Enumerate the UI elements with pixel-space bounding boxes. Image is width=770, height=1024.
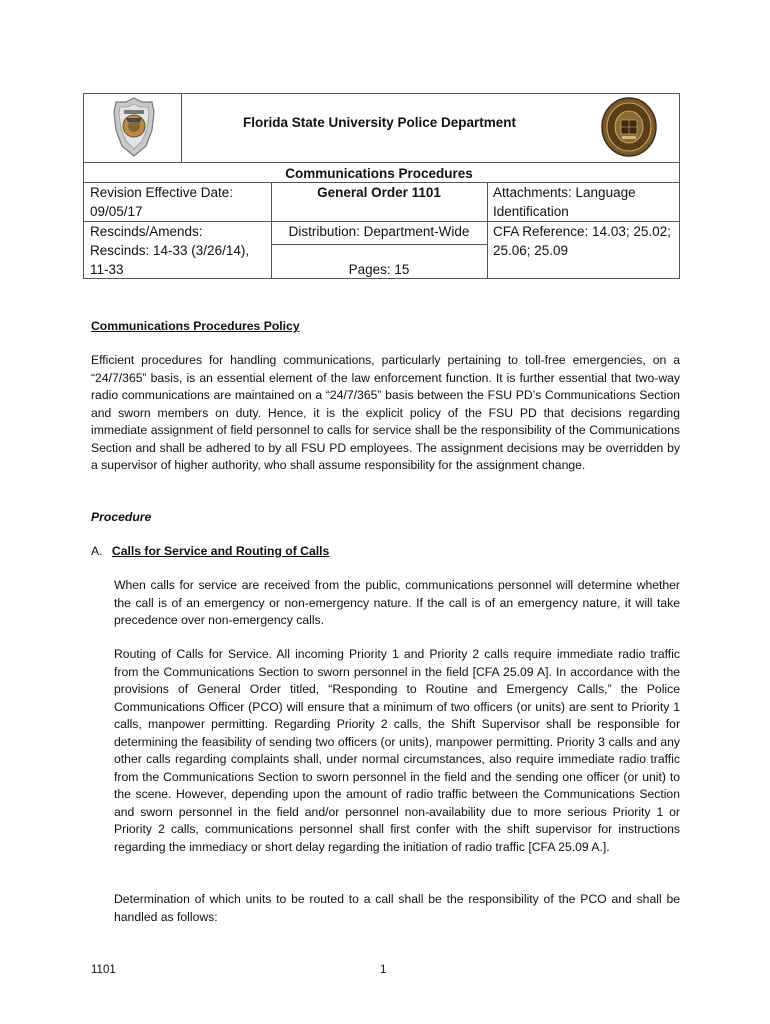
attachments-continued: Identification: [493, 204, 569, 219]
paragraph: [114, 646, 680, 856]
document-title: Communications Procedures: [285, 166, 473, 181]
page-count: Pages: 15: [348, 262, 410, 277]
distribution: Distribution: Department-Wide: [288, 224, 470, 239]
fsu-seal-icon: [600, 96, 658, 158]
rescinds-value-continued: 11-33: [90, 262, 124, 277]
cfa-reference-continued: 25.06; 25.09: [493, 243, 569, 258]
section-title: Calls for Service and Routing of Calls: [111, 544, 330, 558]
footer-doc-number: 1101: [91, 964, 116, 976]
footer-page-number: 1: [380, 964, 387, 976]
procedure-heading: Procedure: [91, 510, 152, 524]
section-letter: A.: [91, 544, 103, 558]
attachments: Attachments: Language: [493, 185, 636, 200]
policy-paragraph: [91, 352, 680, 475]
table-divider: [271, 244, 487, 245]
paragraph-text: Routing of Calls for Service. All incoming Priority 1 and Priority 2 calls require immediate radio traffic from the Communications Section to sworn personnel in the field [CFA 25.09 A]. In accordance with the provisions of General Order titled, “Responding to Routine and Emergency Calls,” the Police Communications Officer (PCO) will ensure that a minimum of two officers (or units) are sent to Priority 1 calls, manpower permitting. Regarding Priority 2 calls, the Shift Supervisor shall be responsible for determining the feasibility of sending two officers (or units), manpower permitting. Priority 3 calls and any other calls regarding complaints shall, under normal circumstances, also require immediate radio traffic from the Communications Section to sworn personnel in the field and the sending one officer (or unit) to the scene. However, depending upon the amount of radio traffic between the Communications Section and sworn personnel in the field and/or personnel non-availability due to more serious Priority 1 or Priority 2 calls, communications personnel shall first confer with the shift supervisor for instructions regarding the immediacy or short delay regarding the initiation of radio traffic [CFA 25.09 A.].: [114, 647, 680, 854]
table-divider: [83, 162, 680, 163]
cfa-reference: CFA Reference: 14.03; 25.02;: [493, 224, 671, 239]
paragraph: [114, 891, 680, 926]
paragraph: [114, 577, 680, 630]
revision-date: 09/05/17: [90, 204, 143, 219]
section-a-heading: [91, 543, 680, 561]
police-badge-icon: [112, 96, 156, 158]
department-name: Florida State University Police Department: [242, 115, 517, 130]
table-divider: [487, 182, 488, 279]
paragraph-text: When calls for service are received from the public, communications personnel will determine whether the call is of an emergency or non-emergency nature. If the call is of an emergency nature, it will take precedence over non-emergency calls.: [114, 578, 680, 627]
rescinds-label: Rescinds/Amends:: [90, 224, 203, 239]
policy-text: Efficient procedures for handling communications, particularly pertaining to toll-free emergencies, on a “24/7/365” basis, is an essential element of the law enforcement function. It is further essential that two-way radio communications are maintained on a “24/7/365” basis between the FSU PD’s Communications Section and sworn members on duty. Hence, it is the explicit policy of the FSU PD that decisions regarding immediate assignment of field personnel to calls for service shall be the responsibility of the Communications Section and shall be adhered to by all FSU PD employees. The assignment decisions may be overridden by a supervisor of higher authority, who shall assume responsibility for the assignment change.: [91, 353, 680, 472]
revision-label: Revision Effective Date:: [90, 185, 234, 200]
rescinds-value: Rescinds: 14-33 (3/26/14),: [90, 243, 250, 258]
general-order-number: General Order 1101: [317, 185, 441, 200]
policy-heading: Communications Procedures Policy: [91, 319, 300, 333]
paragraph-text: Determination of which units to be routed to a call shall be the responsibility of the PCO and shall be handled as follows:: [114, 892, 680, 924]
